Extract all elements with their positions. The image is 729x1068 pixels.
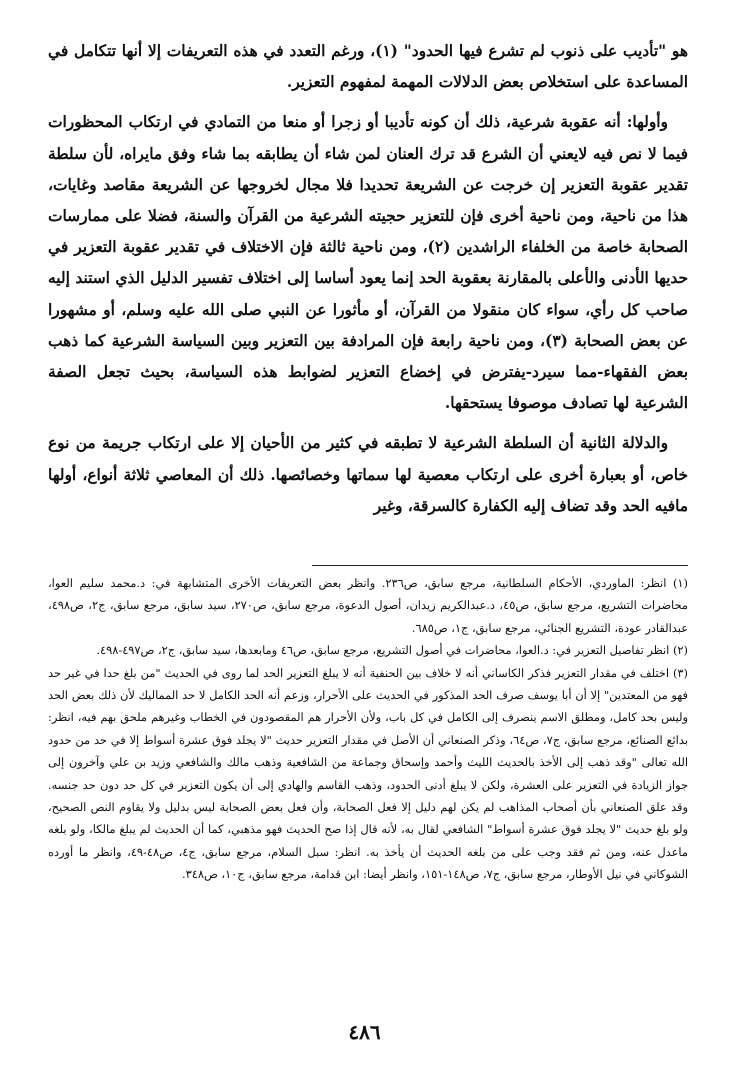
footnotes bbox=[48, 572, 688, 886]
footnote-separator bbox=[312, 565, 688, 566]
footnote-3: (٣) اختلف في مقدار التعزير فذكر الكاساني أنه لا خلاف بين الحنفية أنه لا يبلغ التعزير الحد لما روى في الحديث "من بلغ حدا في غير حد فهو من المعتدين" إلا أن أبا يوسف صرف الحد المذكور في الحديث على الأحرار، وزعم أنه الحد الكامل لا حد المماليك لأن ذلك بعض الحد وليس بحد كامل، ومطلق الاسم ينصرف إلى الكامل في كل باب، ولأن الأحرار هم المقصودون في الخطاب وغيرهم ملحق بهم فيه، انظر: بدائع الصنائع، مرجع سابق، ج٧، ص٦٤، وذكر الصنعاني أن الأصل في مقدار التعزير حديث "لا يجلد فوق عشرة أسواط إلا في حد من حدود الله تعالى "وقد ذهب إلى الأخذ بالحديث الليث وأحمد وإسحاق وجماعة من الشافعية وذهب مالك والشافعي وزيد بن علي وآخرون إلى جواز الزيادة في التعزير على العشرة، ولكن لا يبلغ أدنى الحدود، وذهب القاسم والهادي إلى أن يكون التعزير في كل حد دون حد جنسه. وقد علق الصنعاني بأن أصحاب المذاهب لم يكن لهم دليل إلا فعل الصحابة، وأن فعل بعض الصحابة ليس بدليل ولا يقاوم النص الصحيح، ولو بلغ حديث "لا يجلد فوق عشرة أسواط" الشافعي لقال به، لأنه قال إذا صح الحديث فهو مذهبي، كما أن الحديث لم يبلغ مالكا، ولو بلغه ماعدل عنه، ومن ثم فقد وجب على من بلغه الحديث أن يأخذ به. انظر: سبل السلام، مرجع سابق، ج٤، ص٤٨-٤٩، وانظر ما أورده الشوكاني في نيل الأوطار، مرجع سابق، ج٧، ص١٤٨-١٥١، وانظر أيضا: ابن قدامة، مرجع سابق، ج١٠، ص٣٤٨. bbox=[48, 665, 688, 882]
footnote-1: (١) انظر: الماوردي، الأحكام السلطانية، مرجع سابق، ص٢٣٦. وانظر بعض التعريفات الأخرى المتشابهة في: د.محمد سليم العوا، محاضرات التشريع، مرجع سابق، ص٤٥، د.عبدالكريم زيدان، أصول الدعوة، مرجع سابق، ص٢٧٠، سيد سابق، مرجع سابق، ج٢، ص٤٩٨، عبدالقادر عودة، التشريع الجنائي، مرجع سابق، ج١، ص٦٨٥. bbox=[48, 576, 688, 635]
paragraph-3: والدلالة الثانية أن السلطة الشرعية لا تطبقه في كثير من الأحيان إلا على ارتكاب جريمة من نوع خاص، أو بعبارة أخرى على ارتكاب معصية لها سماتها وخصائصها. ذلك أن المعاصي ثلاثة أنواع، أولها مافيه الحد وقد تضاف إليه الكفارة كالسرقة، وغير bbox=[48, 434, 688, 515]
footnote-2: (٢) انظر تفاصيل التعزير في: د.العوا، محاضرات في أصول التشريع، مرجع سابق، ص٤٦ ومابعدها، سيد سابق، ج٢، ص٤٩٧-٤٩٨. bbox=[96, 643, 688, 658]
paragraph-2: وأولها: أنه عقوبة شرعية، ذلك أن كونه تأديبا أو زجرا أو منعا من التمادي في ارتكاب المحظورات فيما لا نص فيه لايعني أن الشرع قد ترك العنان لمن شاء أن يطابقه بما شاء وفق مايراه، لأن سلطة تقدير عقوبة التعزير إن خرجت عن الشريعة تحديدا فلا مجال لخروجها عن الشريعة مقاصد وغايات، هذا من ناحية، ومن ناحية أخرى فإن للتعزير حجيته الشرعية من القرآن والسنة، فضلا على ممارسات الصحابة خاصة من الخلفاء الراشدين (٢)، ومن ناحية ثالثة فإن الاختلاف في تقدير عقوبة التعزير في حديها الأدنى والأعلى بالمقارنة بعقوبة الحد إنما يعود أساسا إلى اختلاف تفسير الدليل الذي استند إليه صاحب كل رأي، سواء كان منقولا من القرآن، أو مأثورا عن النبي صلى الله عليه وسلم، أو مشهورا عن بعض الصحابة (٣)، ومن ناحية رابعة فإن المرادفة بين التعزير وبين السياسة الشرعية كما ذهب بعض الفقهاء-مما سيرد-يفترض في إخضاع التعزير لضوابط هذه السياسة، بحيث تجعل الصفة الشرعية لها تصادف موصوفا يستحقها. bbox=[48, 113, 688, 413]
paragraph-1: هو "تأديب على ذنوب لم تشرع فيها الحدود" (١)، ورغم التعدد في هذه التعريفات إلا أنها تتكامل في المساعدة على استخلاص بعض الدلالات المهمة لمفهوم التعزير. bbox=[48, 42, 688, 92]
page-number: ٤٨٦ bbox=[348, 1020, 381, 1044]
main-text bbox=[48, 36, 688, 522]
